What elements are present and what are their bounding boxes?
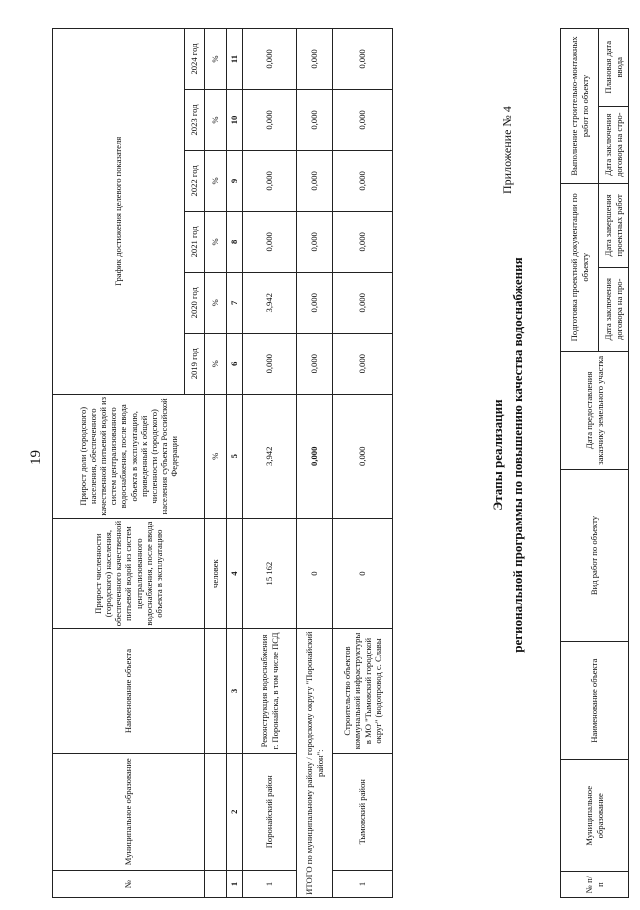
row-share: 3,942 <box>243 394 297 518</box>
total-label: ИТОГО по муниципальному району / городскому округу "Поронайский район": <box>297 629 333 898</box>
row-share: 0,000 <box>333 394 393 518</box>
unit-cell: % <box>205 211 227 272</box>
stage-col-construction-contract: Дата заключения договора на стро- <box>599 106 629 183</box>
unit-cell: человек <box>205 518 227 629</box>
appendix-label: Приложение № 4 <box>500 106 514 194</box>
col-municipality-header: Муниципальное образование <box>53 753 205 870</box>
index-cell: 7 <box>227 272 243 333</box>
year-2023-header: 2023 год <box>185 90 205 151</box>
stage-col-construction-planned: Плановая дата ввода <box>599 29 629 107</box>
row-year-value: 0,000 <box>333 90 393 151</box>
row-year-value: 0,000 <box>243 333 297 394</box>
row-year-value: 3,942 <box>243 272 297 333</box>
row-year-value: 0,000 <box>333 29 393 90</box>
stage-col-land-date: Дата предоставления заказчику земельного участка <box>561 351 629 469</box>
title-line-1: Этапы реализации <box>490 399 505 511</box>
row-year-value: 0,000 <box>297 211 333 272</box>
row-year-value: 0,000 <box>243 90 297 151</box>
row-no: 1 <box>243 870 297 897</box>
row-year-value: 0,000 <box>243 29 297 90</box>
row-object: Строительство объектов коммунальной инфраструктуры в МО "Тымовский городской округ" (водопровод с. Славы <box>333 629 393 753</box>
year-2019-header: 2019 год <box>185 333 205 394</box>
unit-cell: % <box>205 394 227 518</box>
title-line-2: региональной программы по повышению качества водоснабжения <box>510 257 525 653</box>
row-municipality: Тымовский район <box>333 753 393 870</box>
row-no: 1 <box>333 870 393 897</box>
row-year-value: 0,000 <box>333 333 393 394</box>
col-growth-share-header: Прирост доли (городского) населения, обеспеченного качественной питьевой водой из систем централизованного водоснабжения, после ввода объекта в эксплуатацию, приведенный к общей численности (городского) населения субъекта Российской Федерации <box>53 394 205 518</box>
index-cell: 6 <box>227 333 243 394</box>
row-year-value: 0,000 <box>243 211 297 272</box>
row-year-value: 0,000 <box>333 272 393 333</box>
year-2021-header: 2021 год <box>185 211 205 272</box>
stage-col-design-group: Подготовка проектной документации по объекту <box>561 183 599 351</box>
unit-cell: % <box>205 333 227 394</box>
index-cell: 8 <box>227 211 243 272</box>
row-year-value: 0,000 <box>297 150 333 211</box>
unit-cell: % <box>205 272 227 333</box>
row-year-value: 0,000 <box>297 90 333 151</box>
page-number: 19 <box>28 450 44 465</box>
unit-cell: % <box>205 90 227 151</box>
row-count: 0 <box>297 518 333 629</box>
total-row <box>297 29 333 898</box>
table-row <box>333 29 393 898</box>
index-cell: 9 <box>227 150 243 211</box>
row-year-value: 0,000 <box>297 272 333 333</box>
stage-col-design-contract: Дата заключения договора на про- <box>599 267 629 351</box>
stage-col-object: Наименование объекта <box>561 642 629 760</box>
stage-col-design-finish: Дата завершения проектных работ <box>599 183 629 267</box>
year-2020-header: 2020 год <box>185 272 205 333</box>
index-cell: 1 <box>227 870 243 897</box>
stage-col-municipality: Муниципальное образование <box>561 760 629 872</box>
row-count: 0 <box>333 518 393 629</box>
row-municipality: Поронайский район <box>243 753 297 870</box>
index-cell: 10 <box>227 90 243 151</box>
row-object: Реконструкция водоснабжения г. Поронайска, в том числе ПСД <box>243 629 297 753</box>
row-count: 15 162 <box>243 518 297 629</box>
schedule-header: График достижения целевого показателя <box>53 29 185 395</box>
unit-cell: % <box>205 29 227 90</box>
row-year-value: 0,000 <box>297 29 333 90</box>
stage-col-construction-group: Выполнение строительно-монтажных работ по объекту <box>561 29 599 184</box>
index-row <box>227 29 243 898</box>
row-share: 0,000 <box>297 394 333 518</box>
row-year-value: 0,000 <box>333 211 393 272</box>
target-indicator-table <box>52 28 393 898</box>
unit-cell: % <box>205 150 227 211</box>
col-growth-count-header: Прирост численности (городского) населения, обеспеченного качественной питьевой водой из систем централизованного водоснабжения, после ввода объекта в эксплуатацию <box>53 518 205 629</box>
unit-row <box>205 29 227 898</box>
row-year-value: 0,000 <box>297 333 333 394</box>
year-2022-header: 2022 год <box>185 150 205 211</box>
stages-table <box>560 28 629 898</box>
col-no-header: № <box>53 870 205 897</box>
year-2024-header: 2024 год <box>185 29 205 90</box>
col-object-header: Наименование объекта <box>53 629 205 753</box>
index-cell: 3 <box>227 629 243 753</box>
index-cell: 4 <box>227 518 243 629</box>
row-year-value: 0,000 <box>333 150 393 211</box>
index-cell: 5 <box>227 394 243 518</box>
row-year-value: 0,000 <box>243 150 297 211</box>
stage-col-work-type: Вид работ по объекту <box>561 469 629 641</box>
table-row <box>243 29 297 898</box>
stage-col-no: № п/п <box>561 872 629 898</box>
index-cell: 2 <box>227 753 243 870</box>
index-cell: 11 <box>227 29 243 90</box>
